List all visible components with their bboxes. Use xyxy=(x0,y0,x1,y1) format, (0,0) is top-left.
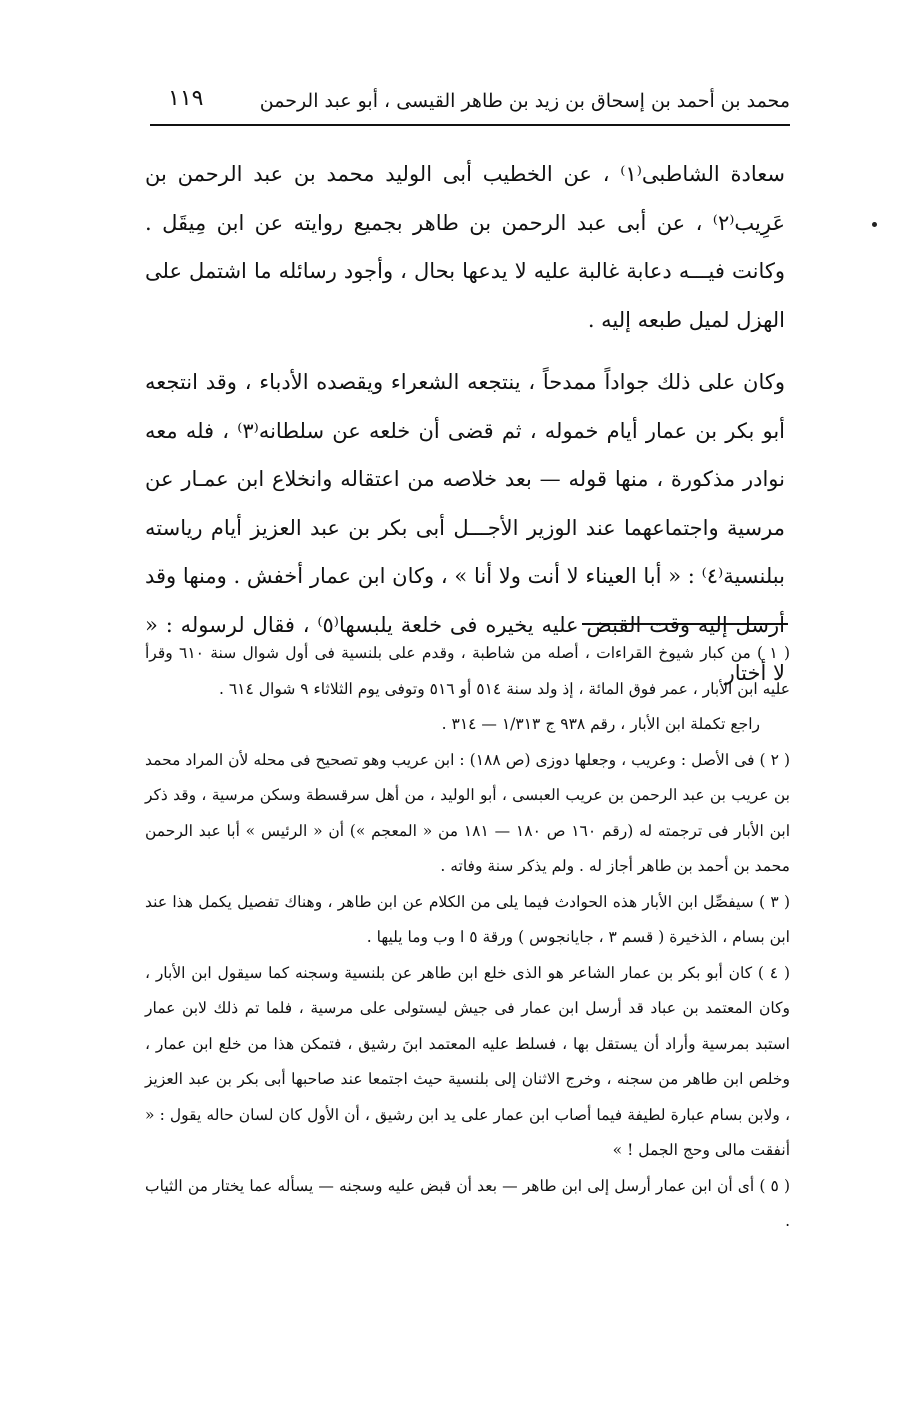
running-header xyxy=(150,84,790,120)
footnote-1-reference: راجع تكملة ابن الأبار ، رقم ٩٣٨ ج ١/٣١٣ — ٣١٤ . xyxy=(441,715,760,733)
margin-mark xyxy=(872,222,877,227)
body-paragraph-1: سعادة الشاطبى⁽١⁾ ، عن الخطيب أبى الوليد محمد بن عبد الرحمن بن عَرِيب⁽٢⁾ ، عن أبى عبد الرحمن بن طاهر بجميع روايته عن ابن مِيقَل . وكانت فيـــه دعابة غالبة عليه لا يدعها بحال ، وأجود رسائله ما اشتمل على الهزل لميل طبعه إليه . xyxy=(145,162,785,332)
body-paragraph-2: وكان على ذلك جواداً ممدحاً ، ينتجعه الشعراء ويقصده الأدباء ، وقد انتجعه أبو بكر بن عمار أيام خموله ، ثم قضى أن خلعه عن سلطانه⁽٣⁾ ، فله معه نوادر مذكورة ، منها قوله — بعد خلاصه من اعتقاله وانخلاع ابن عمـار عن مرسية واجتماعهما عند الوزير الأجـــل أبى بكر بن عبد العزيز أيام رياسته ببلنسية⁽٤⁾ : « أبا العيناء لا أنت ولا أنا » ، وكان ابن عمار أخفش . ومنها وقد أرسل إليه وقت القبض عليه يخيره فى خلعة يلبسها⁽٥⁾ ، فقال لرسوله : « لا أختار xyxy=(145,370,785,685)
running-title: محمد بن أحمد بن إسحاق بن زيد بن طاهر القيسى ، أبو عبد الرحمن xyxy=(259,90,790,112)
footnote-5: ( ٥ ) أى أن ابن عمار أرسل إلى ابن طاهر — بعد أن قبض عليه وسجنه — يسأله عما يختار من الثياب . xyxy=(145,1176,790,1230)
footnotes xyxy=(145,636,790,1240)
footnote-4: ( ٤ ) كان أبو بكر بن عمار الشاعر هو الذى خلع ابن طاهر عن بلنسية وسجنه كما سيقول ابن الأبار ، وكان المعتمد بن عباد قد أرسل ابن عمار فى جيش ليستولى على مرسية ، فلما تم ذلك لابن عمار استبد بمرسية وأراد أن يستقل بها ، فسلط عليه المعتمد ابنَ رشيق ، فتمكن هذا من خلع ابن عمار ، وخلص ابن طاهر من سجنه ، وخرج الاثنان إلى بلنسية حيث اجتمعا عند صاحبها أبى بكر بن عبد العزيز ، ولابن بسام عبارة لطيفة فيما أصاب ابن عمار على يد ابن رشيق ، أن الأول كان لسان حاله يقول : « أنفقت مالى وحج الجمل ! » xyxy=(145,963,790,1159)
footnote-1: ( ١ ) من كبار شيوخ القراءات ، أصله من شاطبة ، وقدم على بلنسية فى أول شوال سنة ٦١٠ وقرأ عليه ابن الأبار ، عمر فوق المائة ، إذ ولد سنة ٥١٤ أو ٥١٦ وتوفى يوم الثلاثاء ٩ شوال ٦١٤ . xyxy=(145,644,791,698)
header-rule xyxy=(150,124,790,126)
footnote-3: ( ٣ ) سيفصِّل ابن الأبار هذه الحوادث فيما يلى من الكلام عن ابن طاهر ، وهناك تفصيل يكمل هذا عند ابن بسام ، الذخيرة ( قسم ٣ ، جايانجوس ) ورقة ٥ ا وب وما يليها . xyxy=(145,892,790,946)
footnote-2: ( ٢ ) فى الأصل : وعريب ، وجعلها دوزى (ص ١٨٨) : ابن عريب وهو تصحيح فى محله لأن المراد محمد بن عريب بن عبد الرحمن بن عريب العبسى ، أبو الوليد ، من أهل سرقسطة وسكن مرسية ، وقد ذكر ابن الأبار فى ترجمته له (رقم ١٦٠ ص ١٨٠ — ١٨١ من « المعجم ») أن « الرئيس » أبا عبد الرحمن محمد بن أحمد بن طاهر أجاز له . ولم يذكر سنة وفاته . xyxy=(145,750,791,875)
page-number: ١١٩ xyxy=(168,86,204,111)
footnote-rule xyxy=(582,623,788,625)
main-text xyxy=(145,150,785,698)
